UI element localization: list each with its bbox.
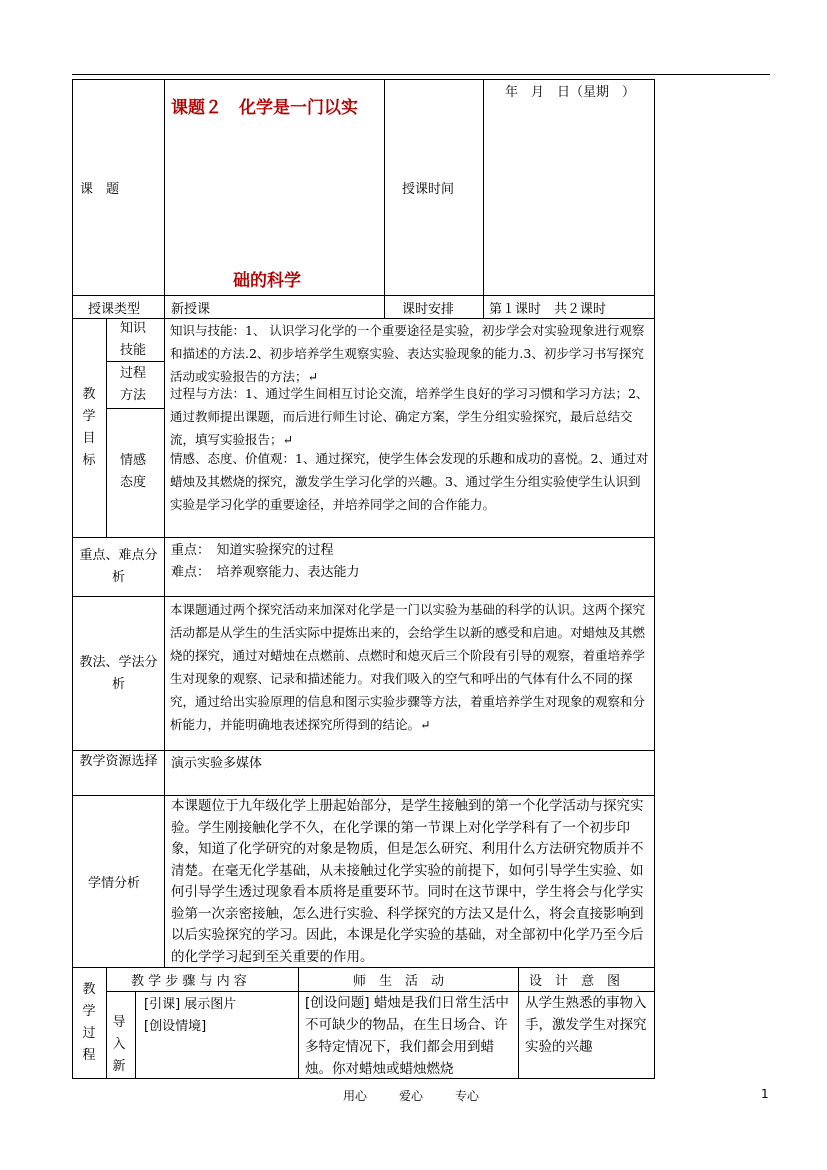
difficulty-line: 难点： 培养观察能力、表达能力 [171, 565, 360, 580]
lesson-title-line2: 础的科学 [233, 271, 301, 291]
type-label: 授课类型 [88, 302, 141, 317]
footer-motto-focus: 专心 [455, 1089, 480, 1103]
goals-text-knowledge: 知识与技能：1、 认识学习化学的一个重要途径是实验，初步学会对实验现象进行观察和描述的方法.2、初步培养学生观察实验、表达实验现象的能力.3、初步学习书写探究活动或实验报告的方法；↵ [170, 323, 645, 384]
goals-text-emotion: 情感、态度、价值观：1、通过探究，使学生体会发现的乐趣和成功的喜悦。2、通过对蜡烛及其燃烧的探究，激发学生学习化学的兴趣。3、通过学生分组实验使学生认识到实验是学习化学的重要途径，并培养同学之间的合作能力。 [170, 451, 649, 512]
resources-label: 教学资源选择 [79, 754, 158, 769]
footer-motto-love: 爱心 [399, 1089, 424, 1103]
type-value: 新授课 [171, 302, 211, 317]
methods-text: 本课题通过两个探究活动来加深对化学是一门以实验为基础的科学的认识。这两个探究活动都是从学生的生活实际中提炼出来的，会给学生以新的感受和启迪。对蜡烛及其燃烧的探究，通过对蜡烛在点燃前、点燃时和熄灭后三个阶段有引导的观察，着重培养学生对现象的观察、记录和描述能力。对我们吸入的空气和呼出的气体有什么不同的探究，通过给出实验原理的信息和图示实验步骤等方法，着重培养学生对现象的观察和分析能力，并能明确地表述探究所得到的结论。↵ [170, 602, 646, 732]
col-intent-label: 设 计 意 图 [529, 974, 621, 989]
intent-text: 从学生熟悉的事物入手，激发学生对探究实验的兴趣 [525, 995, 647, 1055]
resources-value: 演示实验多媒体 [171, 756, 263, 771]
goals-text-process: 过程与方法：1、通过学生间相互讨论交流，培养学生良好的学习习惯和学习方法；2、通过教师提出课题，而后进行师生讨论、确定方案，学生分组实验探究，最后总结交流，填写实验报告；↵ [170, 386, 649, 447]
phase-label: 导入新 [112, 1015, 126, 1074]
lesson-title-line1: 课题２ 化学是一门以实 [171, 98, 358, 118]
col-activity-label: 师 生 活 动 [353, 974, 445, 989]
time-label: 授课时间 [402, 182, 455, 197]
activity-text: [创设问题] 蜡烛是我们日常生活中不可缺少的物品，在生日场合、许多特定情况下，我们都会用到蜡烛。你对蜡烛或蜡烛燃烧 [305, 995, 509, 1077]
schedule-label: 课时安排 [402, 302, 455, 317]
page-number: 1 [761, 1087, 769, 1101]
key-point-line: 重点： 知道实验探究的过程 [171, 543, 334, 558]
goals-sub-emotion: 情感态度 [119, 453, 146, 490]
col-steps-label: 教 学 步 骤 与 内 容 [131, 974, 247, 989]
footer-motto-heart: 用心 [343, 1089, 368, 1103]
header-rule [72, 74, 770, 75]
course-label: 课 题 [80, 182, 120, 197]
process-label: 教学过程 [82, 982, 96, 1063]
students-text: 本课题位于九年级化学上册起始部分，是学生接触到的第一个化学活动与探究实验。学生刚接触化学不久，在化学课的第一节课上对化学学科有了一个初步印象，知道了化学研究的对象是物质，但是怎么研究、利用什么方法研究物质并不清楚。在毫无化学基础，从未接触过化学实验的前提下，如何引导学生实验、如何引导学生透过现象看本质将是重要环节。同时在这节课中，学生将会与化学实验第一次亲密接触，怎么进行实验、科学探究的方法又是什么，将会直接影响到以后实验探究的学习。因此，本课是化学实验的基础，对全部初中化学乃至今后的化学学习起到至关重要的作用。 [171, 798, 644, 965]
cell-date [483, 79, 655, 296]
goals-sub-process: 过程方法 [119, 366, 146, 403]
goals-sub-knowledge: 知识技能 [119, 321, 146, 358]
schedule-value: 第１课时 共２课时 [489, 302, 607, 317]
goals-label: 教学目标 [82, 387, 96, 468]
keypoints-label: 重点、难点分析 [79, 548, 158, 585]
step-line-scene: [创设情境] [144, 1019, 207, 1034]
methods-label: 教法、学法分析 [79, 655, 158, 692]
step-line-intro: [引课] 展示图片 [144, 997, 237, 1012]
date-text: 年 月 日（星期 ） [505, 85, 636, 100]
students-label: 学情分析 [88, 876, 141, 891]
